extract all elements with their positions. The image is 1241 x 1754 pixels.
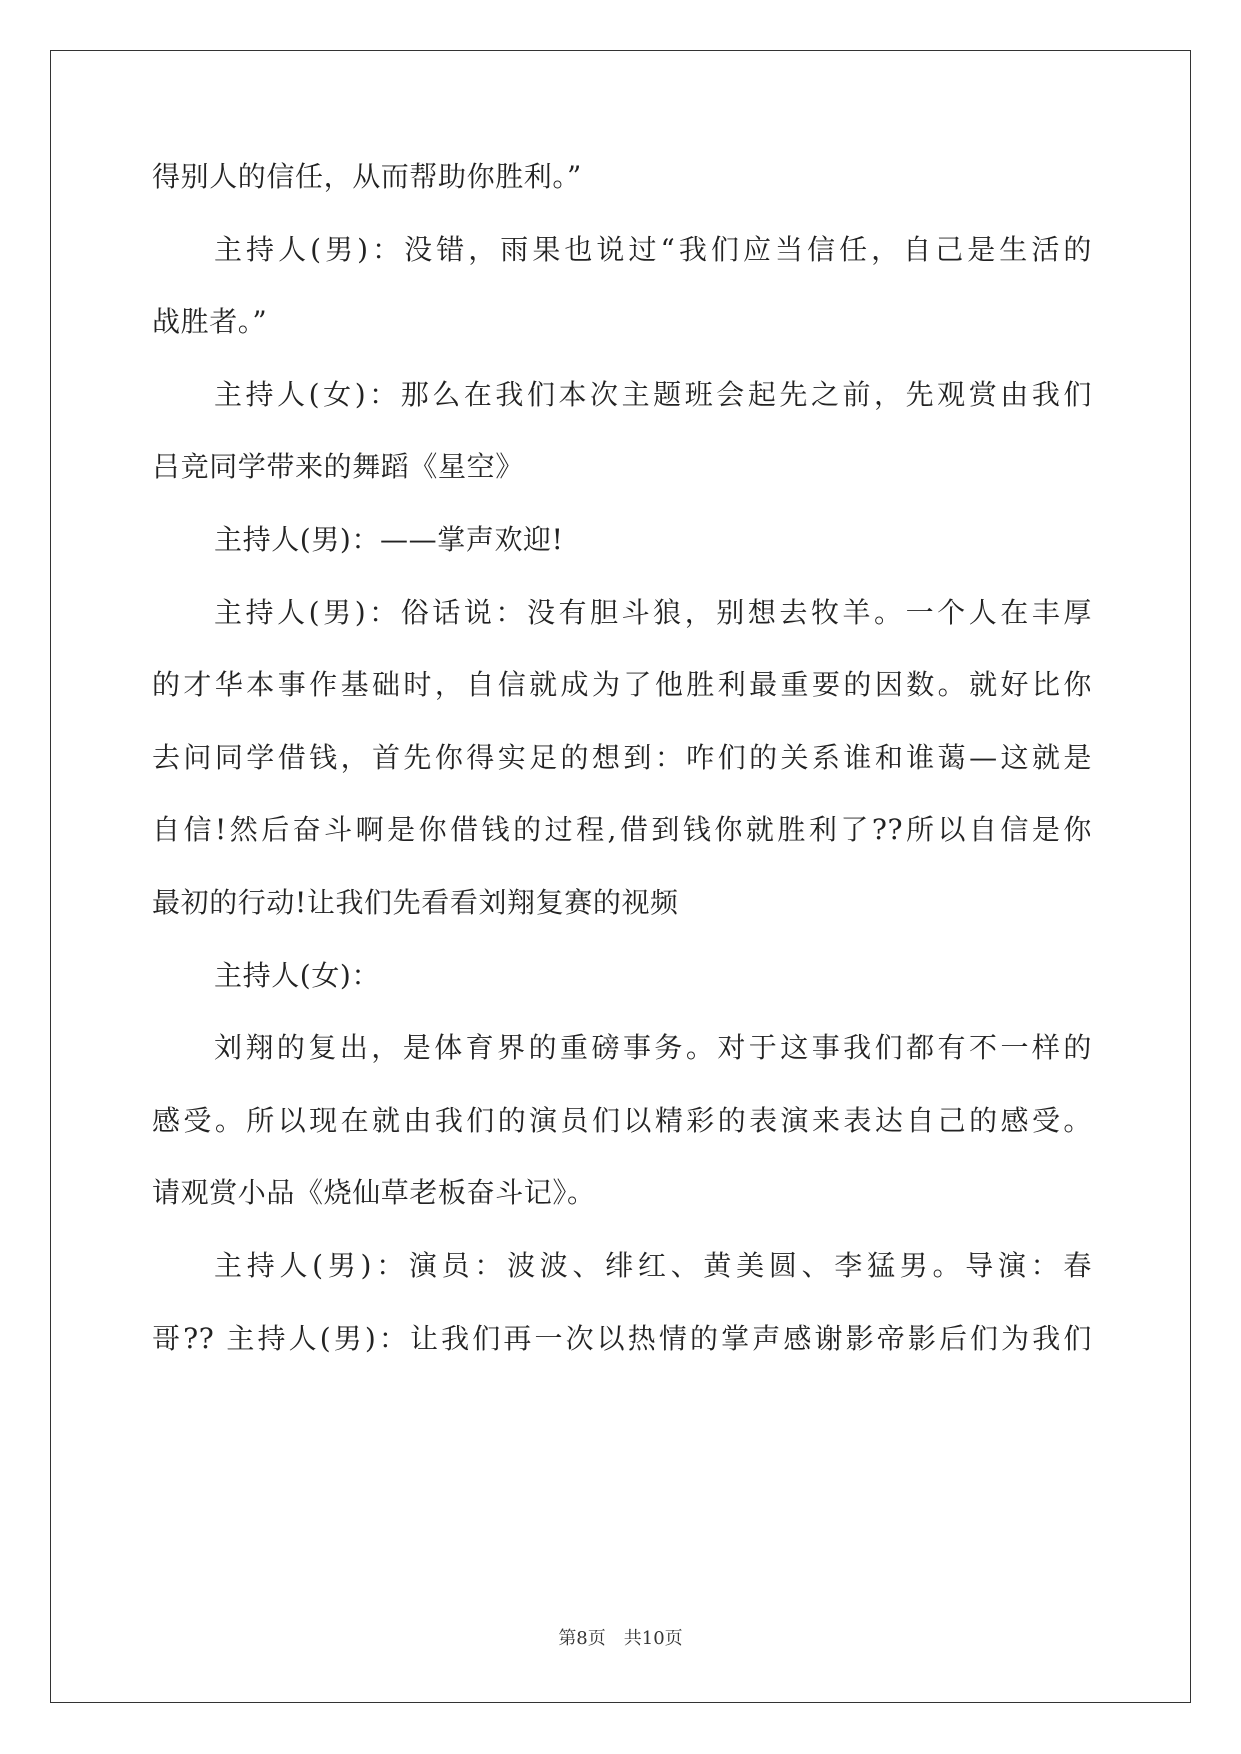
text-line: 的才华本事作基础时，自信就成为了他胜利最重要的因数。就好比你: [152, 668, 1092, 702]
text-line: 吕竞同学带来的舞蹈《星空》: [152, 450, 524, 484]
page-footer: [0, 1627, 1241, 1651]
page-number-total: 共10页: [623, 1628, 683, 1649]
document-body: [152, 159, 1092, 1393]
text-line: 主持人(男)：没错，雨果也说过“我们应当信任，自己是生活的: [214, 232, 1092, 266]
text-line: 去问同学借钱，首先你得实足的想到：咋们的关系谁和谁蔼—这就是: [152, 740, 1092, 774]
text-line: 得别人的信任，从而帮助你胜利。”: [152, 160, 582, 193]
text-line: 刘翔的复出，是体育界的重磅事务。对于这事我们都有不一样的: [214, 1031, 1092, 1065]
text-line: 主持人(女)：那么在我们本次主题班会起先之前，先观赏由我们: [214, 377, 1092, 411]
text-line: 最初的行动!让我们先看看刘翔复赛的视频: [152, 885, 679, 919]
text-line: 主持人(女)：: [214, 958, 381, 992]
page-number-current: 第8页: [558, 1628, 606, 1649]
text-line: 感受。所以现在就由我们的演员们以精彩的表演来表达自己的感受。: [152, 1103, 1092, 1137]
text-line: 自信!然后奋斗啊是你借钱的过程,借到钱你就胜利了??所以自信是你: [152, 813, 1092, 847]
text-line: 主持人(男)：——掌声欢迎!: [214, 522, 564, 556]
text-line: 战胜者。”: [152, 305, 268, 339]
text-line: 主持人(男)：演员：波波、绯红、黄美圆、李猛男。导演：春: [214, 1248, 1092, 1282]
text-line: 请观赏小品《烧仙草老板奋斗记》。: [152, 1176, 596, 1210]
text-line: 主持人(男)：俗话说：没有胆斗狼，别想去牧羊。一个人在丰厚: [214, 595, 1092, 629]
text-line: 哥?? 主持人(男)：让我们再一次以热情的掌声感谢影帝影后们为我们: [152, 1321, 1092, 1355]
